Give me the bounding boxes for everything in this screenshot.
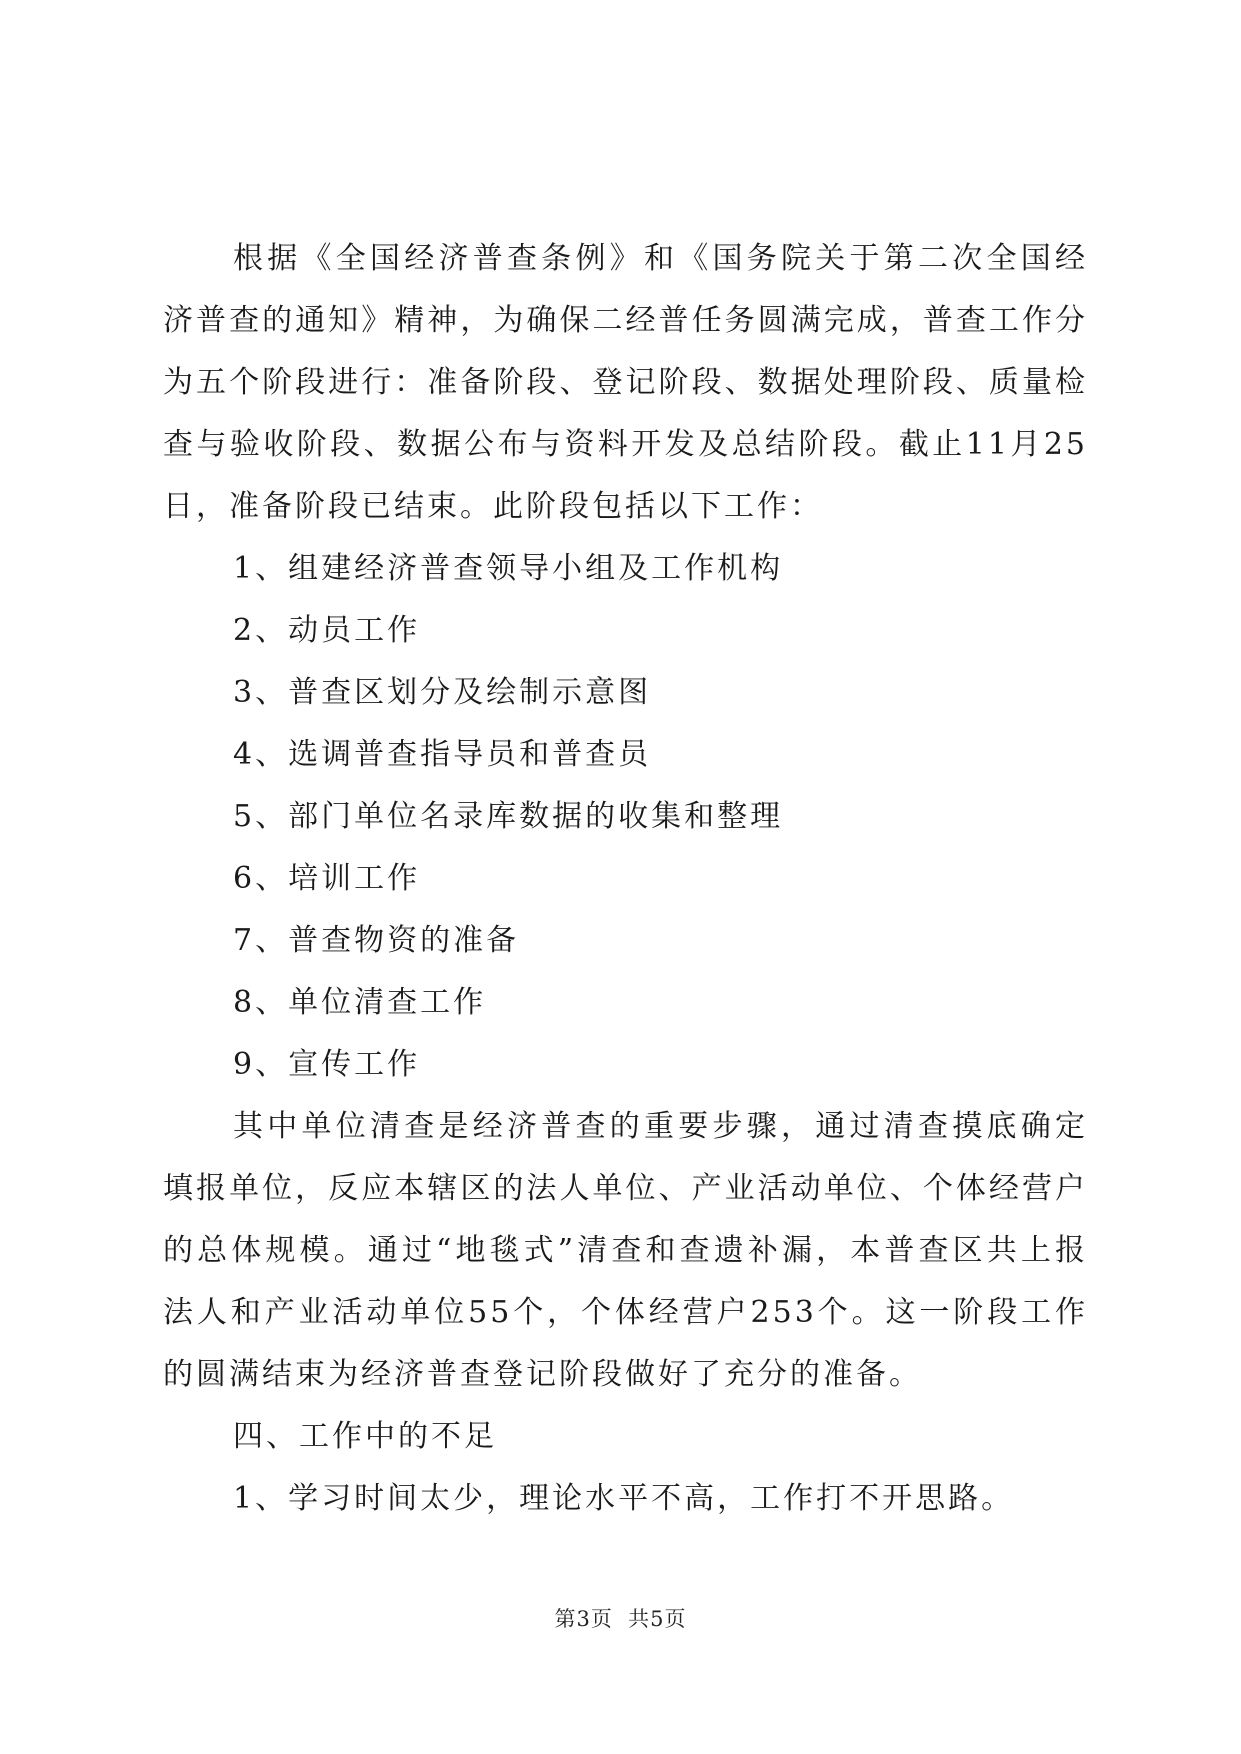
list-item: 1、组建经济普查领导小组及工作机构: [233, 551, 784, 586]
shortcoming-item: 1、学习时间太少，理论水平不高，工作打不开思路。: [233, 1481, 1015, 1516]
list-item: 2、动员工作: [233, 613, 421, 648]
list-item: 4、选调普查指导员和普查员: [233, 737, 652, 772]
page-footer: [0, 1603, 1241, 1633]
summary-paragraph: 其中单位清查是经济普查的重要步骤，通过清查摸底确定填报单位，反应本辖区的法人单位、产业活动单位、个体经营户的总体规模。通过“地毯式”清查和查遗补漏，本普查区共上报法人和产业活动单位55个，个体经营户253个。这一阶段工作的圆满结束为经济普查登记阶段做好了充分的准备。: [163, 1109, 1088, 1392]
list-item: 6、培训工作: [233, 861, 421, 896]
list-item: 5、部门单位名录库数据的收集和整理: [233, 799, 784, 834]
intro-paragraph: 根据《全国经济普查条例》和《国务院关于第二次全国经济普查的通知》精神，为确保二经普任务圆满完成，普查工作分为五个阶段进行：准备阶段、登记阶段、数据处理阶段、质量检查与验收阶段、数据公布与资料开发及总结阶段。截止11月25日，准备阶段已结束。此阶段包括以下工作：: [163, 241, 1088, 524]
list-item: 7、普查物资的准备: [233, 923, 520, 958]
list-item: 9、宣传工作: [233, 1047, 421, 1082]
list-item: 8、单位清查工作: [233, 985, 487, 1020]
list-item: 3、普查区划分及绘制示意图: [233, 675, 652, 710]
page-number-label: 第3页 共5页: [554, 1607, 687, 1631]
document-body: [163, 228, 1088, 1530]
section-heading: 四、工作中的不足: [233, 1419, 497, 1454]
